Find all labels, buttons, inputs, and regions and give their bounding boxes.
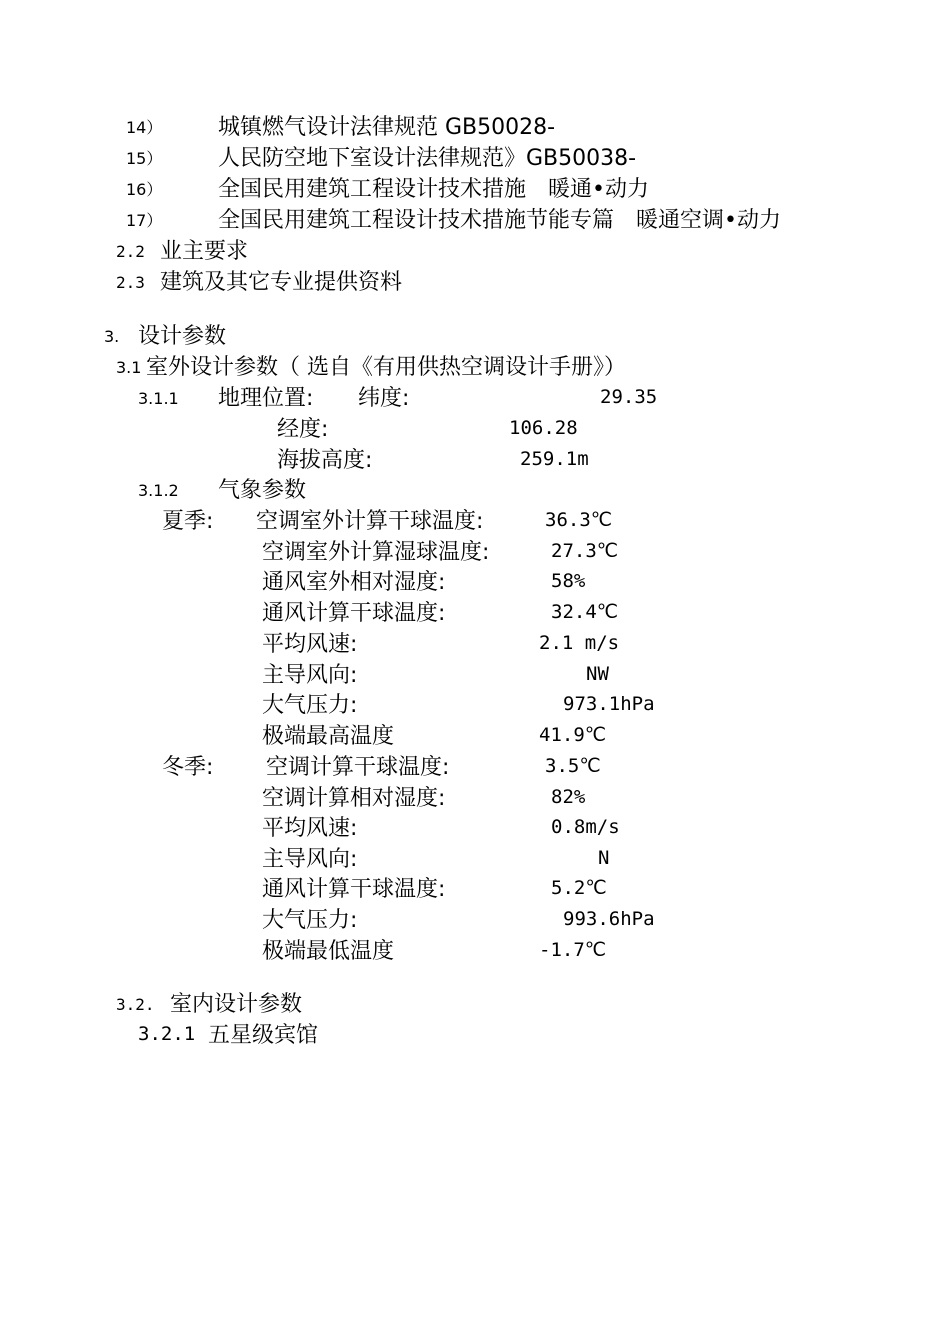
param-value: -1.7℃: [539, 939, 607, 961]
ref-number: 14）: [126, 118, 163, 137]
geo-label: 地理位置:: [218, 386, 314, 411]
section-number: 3.1.2: [138, 481, 179, 500]
param-value: 3.5℃: [545, 755, 601, 777]
param-value: N: [598, 847, 610, 869]
section-number: 3.1: [116, 358, 142, 377]
param-label: 空调室外计算湿球温度:: [262, 540, 490, 565]
ref-text: 城镇燃气设计法律规范 GB50028-: [218, 115, 556, 140]
param-label: 极端最低温度: [262, 939, 395, 964]
param-label: 空调计算干球温度:: [266, 755, 450, 780]
longitude-label: 经度:: [277, 417, 329, 442]
winter-label: 冬季:: [162, 755, 214, 780]
param-value: 2.1 m/s: [539, 632, 620, 654]
param-label: 大气压力:: [262, 693, 358, 718]
param-label: 大气压力:: [262, 908, 358, 933]
ref-text: 人民防空地下室设计法律规范》GB50038-: [218, 146, 637, 171]
ref-number: 15）: [126, 149, 163, 168]
param-value: 973.1hPa: [563, 693, 655, 715]
param-label: 空调室外计算干球温度:: [256, 509, 484, 534]
param-value: 5.2℃: [551, 877, 607, 899]
param-value: 41.9℃: [539, 724, 607, 746]
longitude-value: 106.28: [509, 417, 578, 439]
latitude-label: 纬度:: [358, 386, 410, 411]
section-heading: 室内设计参数: [170, 992, 303, 1017]
section-heading: 气象参数: [218, 478, 307, 503]
section-number: 2.3: [116, 273, 145, 292]
section-number: 2.2: [116, 242, 145, 261]
section-heading: 室外设计参数（ 选自《有用供热空调设计手册》）: [146, 355, 626, 380]
section-number: 3.2.: [116, 995, 155, 1014]
param-value: 993.6hPa: [563, 908, 655, 930]
param-label: 通风计算干球温度:: [262, 601, 446, 626]
section-number: 3.2.1: [138, 1023, 196, 1045]
summer-label: 夏季:: [162, 509, 214, 534]
ref-text: 全国民用建筑工程设计技术措施节能专篇 暖通空调•动力: [218, 208, 781, 233]
param-label: 主导风向:: [262, 847, 358, 872]
param-label: 极端最高温度: [262, 724, 395, 749]
latitude-value: 29.35: [600, 386, 658, 408]
section-number: 3.: [104, 327, 120, 346]
section-heading: 业主要求: [160, 239, 249, 264]
param-label: 主导风向:: [262, 663, 358, 688]
param-value: 27.3℃: [551, 540, 619, 562]
param-value: NW: [586, 663, 609, 685]
param-value: 32.4℃: [551, 601, 619, 623]
param-value: 36.3℃: [545, 509, 613, 531]
param-value: 82%: [551, 786, 586, 808]
altitude-value: 259.1m: [520, 448, 589, 470]
section-heading: 建筑及其它专业提供资料: [160, 270, 403, 295]
param-label: 平均风速:: [262, 632, 358, 657]
ref-number: 17）: [126, 211, 163, 230]
param-label: 通风计算干球温度:: [262, 877, 446, 902]
param-value: 58%: [551, 570, 586, 592]
param-label: 空调计算相对湿度:: [262, 786, 446, 811]
param-label: 通风室外相对湿度:: [262, 570, 446, 595]
ref-text: 全国民用建筑工程设计技术措施 暖通•动力: [218, 177, 649, 202]
param-label: 平均风速:: [262, 816, 358, 841]
section-number: 3.1.1: [138, 389, 179, 408]
altitude-label: 海拔高度:: [277, 448, 373, 473]
ref-number: 16）: [126, 180, 163, 199]
section-heading: 五星级宾馆: [208, 1023, 319, 1048]
param-value: 0.8m/s: [551, 816, 620, 838]
section-heading: 设计参数: [138, 324, 227, 349]
